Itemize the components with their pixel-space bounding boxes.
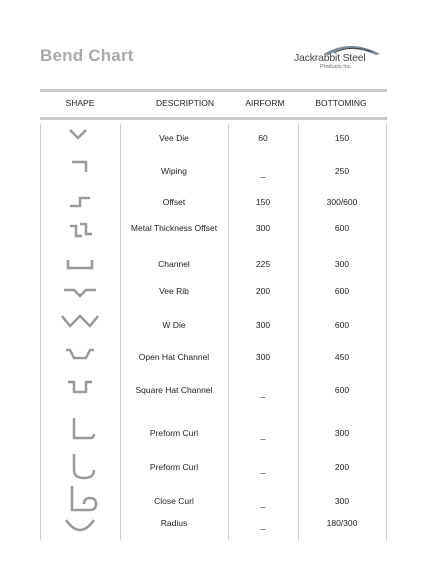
row-description: W Die — [162, 320, 186, 330]
header-top-rule — [40, 89, 387, 92]
header-bottoming: BOTTOMING — [315, 98, 367, 108]
row-description: Wiping — [161, 166, 187, 176]
row-airform: 225 — [255, 259, 271, 269]
row-description: Square Hat Channel — [135, 385, 213, 395]
page-title: Bend Chart — [40, 46, 134, 65]
w-die-icon — [40, 310, 120, 340]
metal-thickness-offset-icon — [40, 216, 120, 246]
row-bottoming: 180/300 — [326, 518, 358, 528]
company-logo — [294, 40, 394, 76]
row-bottoming: 300 — [334, 496, 350, 506]
header-shape: SHAPE — [65, 98, 95, 108]
table-row — [40, 154, 387, 186]
table-row — [40, 378, 387, 414]
row-bottoming: 300 — [334, 259, 350, 269]
radius-icon — [40, 514, 120, 540]
row-airform: 150 — [255, 197, 271, 207]
row-airform: _ — [260, 498, 266, 508]
table-header — [40, 98, 387, 112]
square-hat-channel-icon — [40, 378, 120, 408]
close-curl-icon — [40, 482, 120, 516]
header-bottom-rule — [40, 117, 387, 120]
row-airform: _ — [260, 168, 266, 178]
row-description: Offset — [162, 197, 186, 207]
row-bottoming: 600 — [334, 385, 350, 395]
row-bottoming: 450 — [334, 352, 350, 362]
row-bottoming: 200 — [334, 462, 350, 472]
table-row — [40, 486, 387, 516]
row-airform: _ — [260, 430, 266, 440]
offset-icon — [40, 188, 120, 214]
table-row — [40, 516, 387, 540]
row-bottoming: 300 — [334, 428, 350, 438]
logo-name: Jackrabbit Steel — [294, 52, 366, 64]
table-row — [40, 310, 387, 344]
row-bottoming: 150 — [334, 133, 350, 143]
row-description: Metal Thickness Offset — [130, 223, 218, 233]
row-airform: 300 — [255, 223, 271, 233]
row-description: Channel — [158, 259, 190, 269]
table-row — [40, 414, 387, 450]
table-row — [40, 216, 387, 248]
row-description: Radius — [160, 518, 188, 528]
vee-die-icon — [40, 126, 120, 146]
table-row — [40, 280, 387, 310]
row-description: Vee Die — [159, 133, 189, 143]
header-description: DESCRIPTION — [155, 98, 215, 108]
table-row — [40, 344, 387, 378]
wiping-icon — [40, 158, 120, 182]
vee-rib-icon — [40, 280, 120, 304]
row-description: Preform Curl — [149, 428, 199, 438]
table-row — [40, 248, 387, 280]
row-airform: _ — [260, 520, 266, 530]
open-hat-channel-icon — [40, 344, 120, 374]
row-description: Close Curl — [154, 496, 194, 506]
row-airform: 60 — [258, 133, 268, 143]
row-bottoming: 600 — [334, 286, 350, 296]
row-description: Open Hat Channel — [138, 352, 210, 362]
row-bottoming: 300/600 — [326, 197, 358, 207]
row-airform: 300 — [255, 352, 271, 362]
table-row — [40, 450, 387, 486]
bend-table — [40, 124, 387, 540]
row-bottoming: 600 — [334, 223, 350, 233]
row-airform: 200 — [255, 286, 271, 296]
preform-curl-icon — [40, 414, 120, 448]
table-row — [40, 124, 387, 154]
row-bottoming: 600 — [334, 320, 350, 330]
preform-curl-2-icon — [40, 450, 120, 484]
logo-subtitle: Products Inc. — [320, 64, 353, 70]
table-row — [40, 186, 387, 216]
row-airform: 300 — [255, 320, 271, 330]
row-description: Vee Rib — [159, 286, 189, 296]
header-airform: AIRFORM — [245, 98, 285, 108]
channel-icon — [40, 250, 120, 276]
row-bottoming: 250 — [334, 166, 350, 176]
row-airform: _ — [260, 388, 266, 398]
row-airform: _ — [260, 464, 266, 474]
row-description: Preform Curl — [149, 462, 199, 472]
